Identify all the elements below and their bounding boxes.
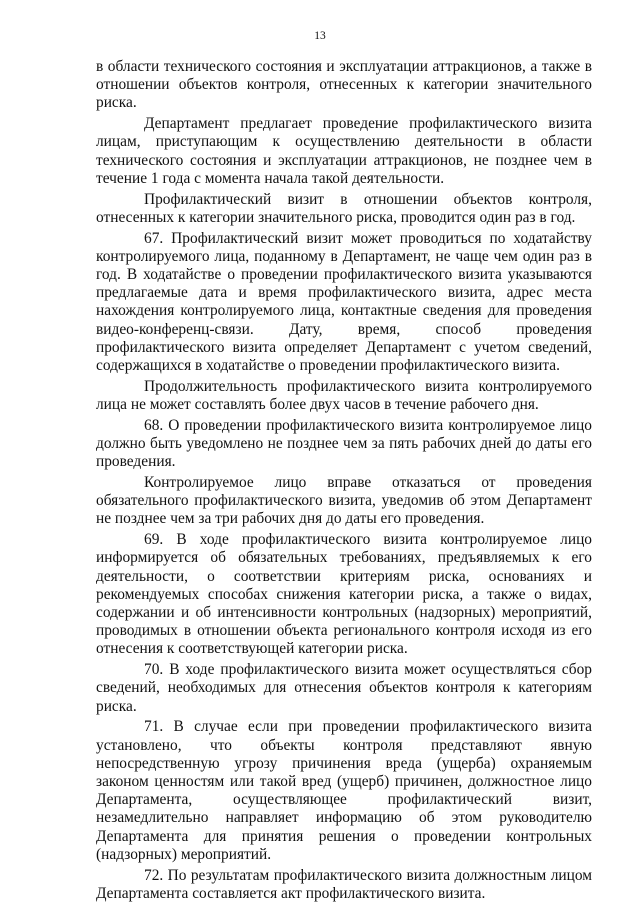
paragraph-71: 71. В случае если при проведении профилактического визита установлено, что объекты контроля представляют явную непосредственную угрозу причинения вреда (ущерба) охраняемым законом ценностям или такой вред (ущерб) причинен, должностное лицо Департамента, осуществляющее профилактический визит, незамедлительно направляет информацию об этом руководителю Департамента для принятия решения о проведении контрольных (надзорных) мероприятий. (96, 718, 592, 863)
paragraph-refusal: Контролируемое лицо вправе отказаться от проведения обязательного профилактического визита, уведомив об этом Департамент не позднее чем за три рабочих дня до даты его проведения. (96, 474, 592, 528)
paragraph-70: 70. В ходе профилактического визита может осуществляться сбор сведений, необходимых для отнесения объектов контроля к категориям риска. (96, 661, 592, 715)
page-number: 13 (314, 30, 326, 42)
paragraph-visit-duration: Продолжительность профилактического визита контролируемого лица не может составлять более двух часов в течение рабочего дня. (96, 377, 592, 414)
paragraph-visit-frequency: Профилактический визит в отношении объектов контроля, отнесенных к категории значительного риска, проводится один раз в год. (96, 190, 592, 226)
paragraph-continuation: в области технического состояния и эксплуатации аттракционов, а также в отношении объектов контроля, отнесенных к категории значительного риска. (96, 58, 592, 112)
paragraph-72: 72. По результатам профилактического визита должностным лицом Департамента составляется акт профилактического визита. (96, 866, 592, 902)
paragraph-visit-proposal: Департамент предлагает проведение профилактического визита лицам, приступающим к осуществлению деятельности в области технического состояния и эксплуатации аттракционов, не позднее чем в течение 1 года с момента начала такой деятельности. (96, 115, 592, 187)
document-body (96, 58, 592, 906)
paragraph-69: 69. В ходе профилактического визита контролируемое лицо информируется об обязательных требованиях, предъявляемых к его деятельности, о соответствии критериям риска, основаниях и рекомендуемых способах снижения категории риска, а также о видах, содержании и об интенсивности контрольных (надзорных) мероприятий, проводимых в отношении объекта регионального контроля исходя из его отнесения к соответствующей категории риска. (96, 531, 592, 658)
paragraph-68: 68. О проведении профилактического визита контролируемое лицо должно быть уведомлено не позднее чем за пять рабочих дней до даты его проведения. (96, 416, 592, 471)
paragraph-67: 67. Профилактический визит может проводиться по ходатайству контролируемого лица, поданному в Департамент, не чаще чем один раз в год. В ходатайстве о проведении профилактического визита указываются предлагаемые дата и время профилактического визита, адрес места нахождения контролируемого лица, контактные сведения для проведения видео-конференц-связи. Дату, время, способ проведения профилактического визита определяет Департамент с учетом сведений, содержащихся в ходатайстве о проведении профилактического визита. (96, 229, 592, 375)
